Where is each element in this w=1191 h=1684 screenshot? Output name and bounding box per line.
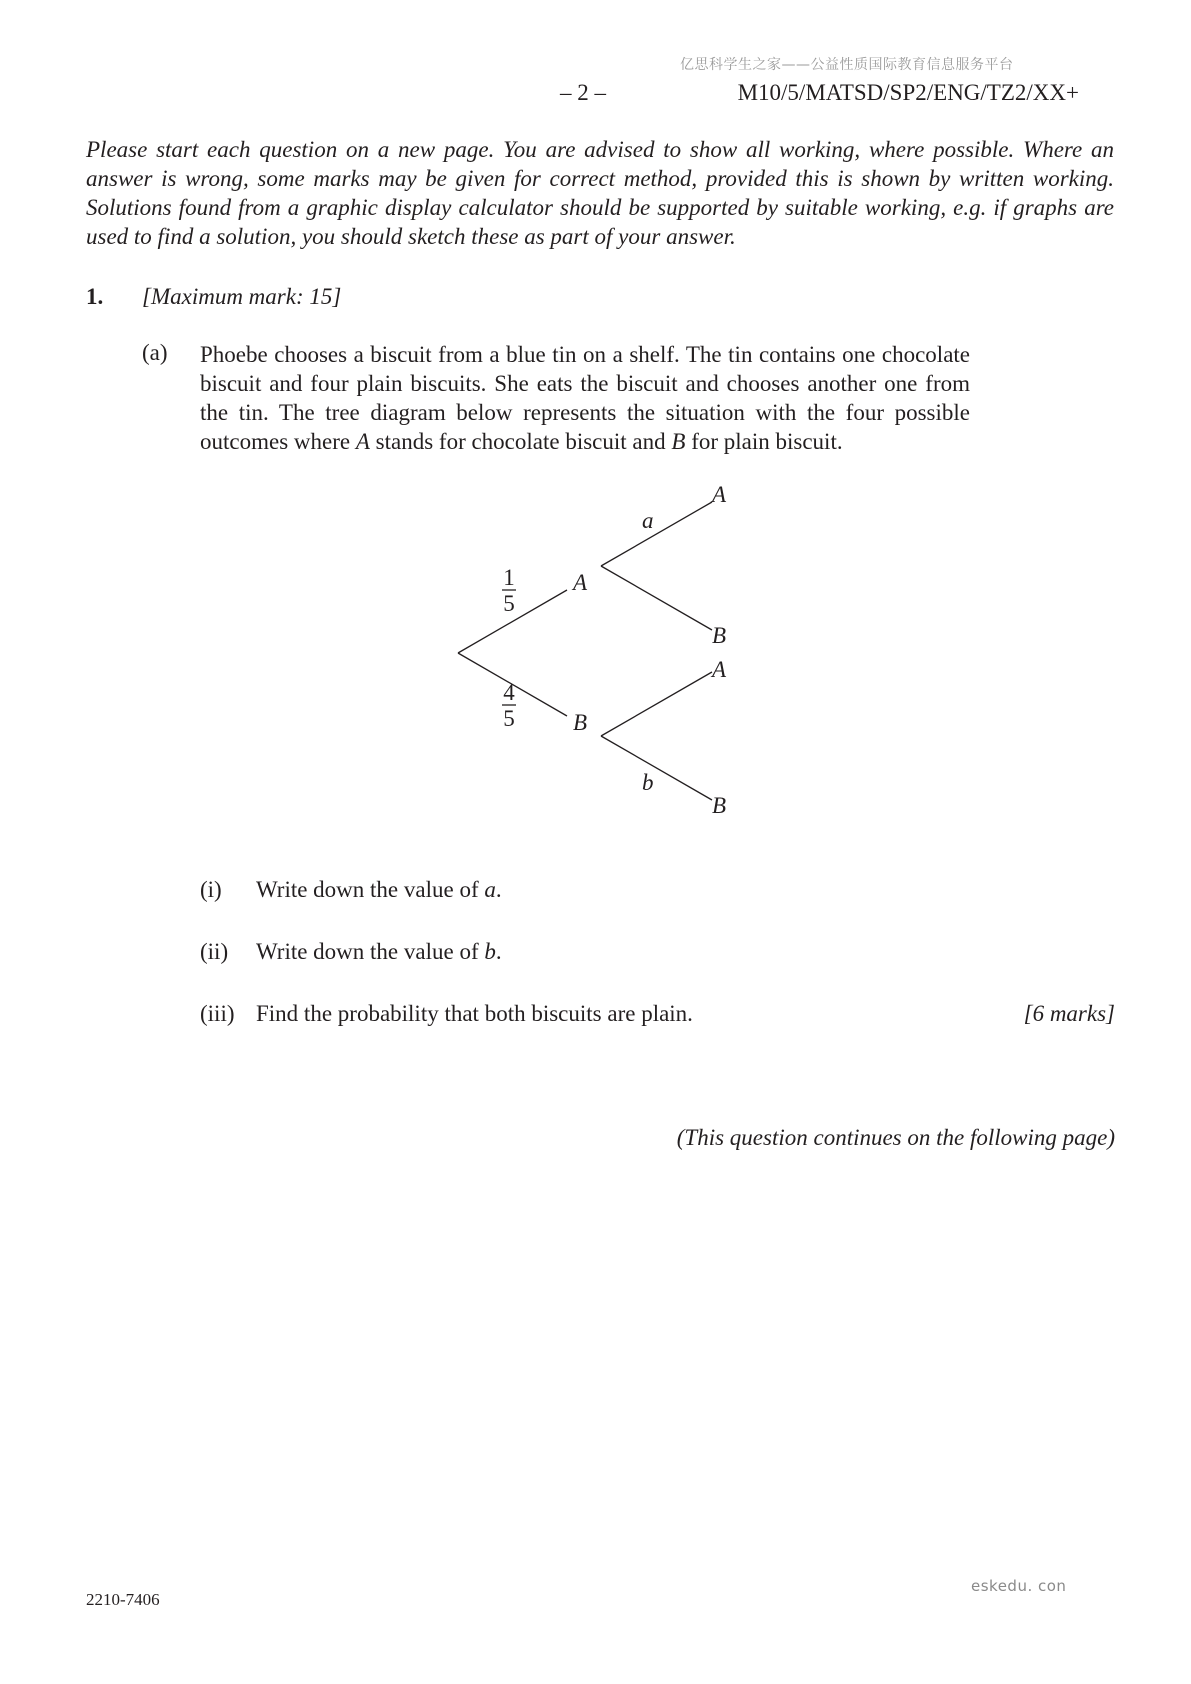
branch-B-to-B (601, 736, 712, 800)
prob-first-A-numerator: 1 (503, 565, 515, 590)
leaf-AA: A (712, 482, 727, 507)
leaf-BB: B (712, 793, 727, 818)
watermark-header: 亿思科学生之家——公益性质国际教育信息服务平台 (680, 57, 1014, 73)
node-first-A: A (573, 570, 588, 595)
prob-first-B-numerator: 4 (503, 680, 515, 705)
label-a: a (642, 508, 654, 533)
node-first-B: B (573, 710, 588, 735)
part-a-label: (a) (142, 340, 168, 365)
footer-code: 2210-7406 (86, 1590, 160, 1609)
leaf-AB: B (712, 623, 727, 648)
subpart-iii-text: Find the probability that both biscuits are plain. (256, 1001, 693, 1026)
max-mark: [Maximum mark: 15] (142, 284, 342, 309)
marks: [6 marks] (1023, 1001, 1115, 1026)
continues-note: (This question continues on the following page) (676, 1125, 1115, 1150)
prob-first-A-denominator: 5 (503, 591, 515, 616)
subpart-ii-text: Write down the value of b. (256, 939, 502, 964)
leaf-BA: A (712, 657, 727, 682)
instructions: Please start each question on a new page. You are advised to show all working, where possible. Where an answer is wrong, some marks may be given for correct method, provided this is shown by written working. Solutions found from a graphic display calculator should be supported by suitable working, e.g. if graphs are used to find a solution, you should sketch these as part of your answer. (86, 137, 1114, 249)
question-number: 1. (86, 284, 104, 309)
page-number: – 2 – (560, 80, 606, 105)
watermark-footer: eskedu. con (971, 1577, 1067, 1595)
subpart-i-label: (i) (200, 877, 222, 902)
subpart-iii-label: (iii) (200, 1001, 235, 1026)
prob-first-B-denominator: 5 (503, 706, 515, 731)
subpart-ii-label: (ii) (200, 939, 229, 964)
label-b: b (642, 770, 654, 795)
branch-A-to-A (601, 502, 712, 566)
part-a-text: Phoebe chooses a biscuit from a blue tin on a shelf. The tin contains one chocolate biscuit and four plain biscuits. She eats the biscuit and chooses another one from the tin. The tree diagram below represents the situation with the four possible outcomes where A stands for chocolate biscuit and B for plain biscuit. (200, 342, 970, 454)
branch-B-to-A (601, 672, 712, 736)
branch-A-to-B (601, 566, 712, 630)
paper-code: M10/5/MATSD/SP2/ENG/TZ2/XX+ (737, 80, 1079, 105)
subpart-i-text: Write down the value of a. (256, 877, 502, 902)
tree-diagram (440, 480, 760, 820)
